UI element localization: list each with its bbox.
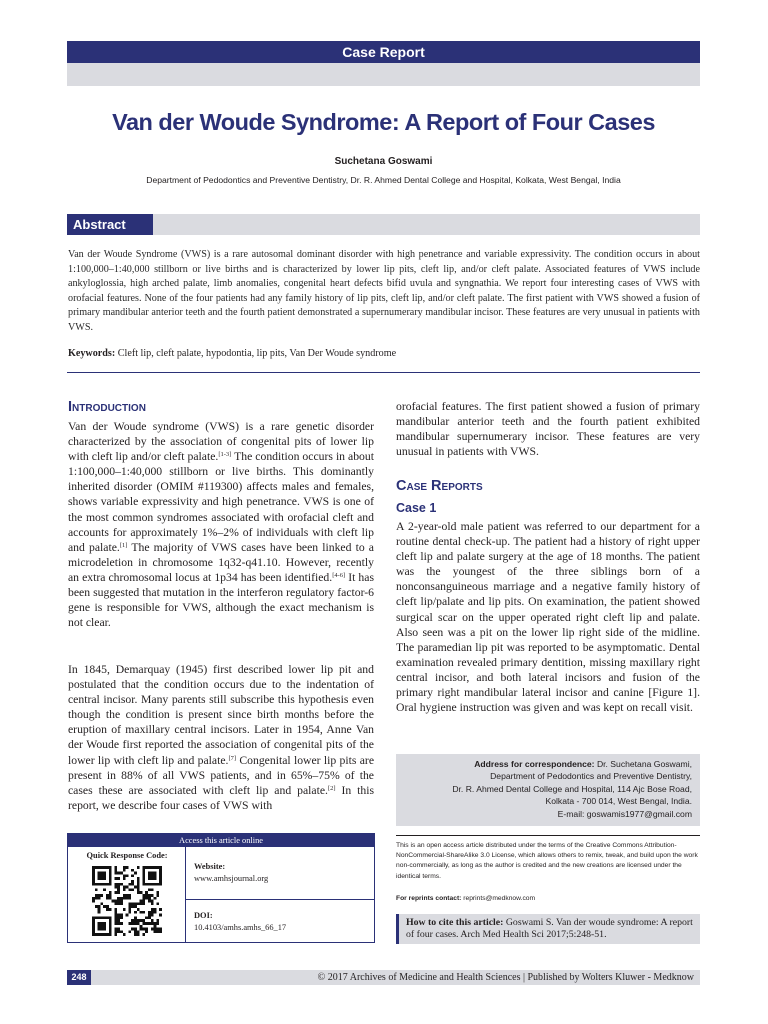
page-footer bbox=[67, 970, 700, 985]
keywords bbox=[68, 347, 700, 361]
citation-label: How to cite this article: bbox=[406, 917, 504, 928]
correspondence-box bbox=[396, 754, 700, 826]
correspondence-label: Address for correspondence: bbox=[474, 759, 595, 769]
citation-box bbox=[396, 914, 700, 944]
access-box-title: Access this article online bbox=[68, 834, 374, 847]
abstract-header bbox=[67, 214, 700, 235]
correspondence-line: Kolkata - 700 014, West Bengal, India. bbox=[545, 796, 692, 807]
case-1-heading: Case 1 bbox=[396, 501, 437, 515]
citation-ref: [4-6] bbox=[332, 571, 346, 579]
citation-ref: [1] bbox=[119, 541, 128, 549]
footer-text: © 2017 Archives of Medicine and Health Sciences | Published by Wolters Kluwer - Medknow bbox=[91, 970, 700, 985]
website-link[interactable]: www.amhsjournal.org bbox=[194, 874, 269, 883]
license-text: This is an open access article distributed under the terms of the Creative Commons Attribution-NonCommercial-ShareAlike 3.0 License, which allows others to remix, tweak, and build upon the work non-commercially, as long as the author is credited and the new creations are licensed under the identical terms. bbox=[396, 842, 698, 880]
reprints-contact bbox=[396, 895, 700, 902]
qr-label: Quick Response Code: bbox=[86, 851, 168, 860]
article-type-label: Case Report bbox=[342, 44, 425, 60]
header-gray-strip bbox=[67, 63, 700, 86]
citation-text: Goswami S. Van der woude syndrome: A report of four cases. Arch Med Health Sci 2017;5:248-51. bbox=[406, 917, 693, 941]
qr-cell bbox=[68, 847, 186, 943]
qr-code-icon[interactable] bbox=[92, 866, 162, 936]
access-article-box bbox=[67, 833, 375, 943]
abstract-text: Van der Woude Syndrome (VWS) is a rare autosomal dominant disorder with high penetrance and variable expressivity. The condition occurs in about 1:100,000–1:40,000 stillborn or live births and is characterized by lower lip pits, cleft lip, and/or cleft palate. Associated features of VWS include ankyloglossia, high arched palate, limb anomalies, congenital heart defects bifid uvula and syngnathia. We report four interesting cases of VWS with orofacial features. None of the four patients had any family history of lip pits, cleft lip, and/or cleft palate. The first patient with VWS showed a fusion of primary mandibular anterior teeth and the fourth patient demonstrated a supernumerary mandibular incisor. These features are very unusual in patients with VWS. bbox=[68, 249, 700, 333]
abstract-divider bbox=[67, 372, 700, 373]
introduction-continuation: orofacial features. The first patient showed a fusion of primary mandibular anterior teeth and the fourth patient exhibited mandibular supernumerary incisor. These features are very unusual in patients with VWS. bbox=[396, 400, 700, 459]
keywords-label: Keywords: bbox=[68, 348, 116, 359]
reprints-email[interactable]: reprints@medknow.com bbox=[463, 895, 536, 902]
correspondence-line: Dr. R. Ahmed Dental College and Hospital, 114 Ajc Bose Road, bbox=[452, 783, 692, 794]
introduction-heading: Introduction bbox=[68, 399, 146, 415]
correspondence-line: Department of Pedodontics and Preventive Dentistry, bbox=[490, 771, 692, 782]
article-type-bar bbox=[67, 41, 700, 63]
doi-link[interactable]: 10.4103/amhs.amhs_66_17 bbox=[194, 923, 287, 932]
reprints-label: For reprints contact: bbox=[396, 895, 462, 902]
article-title: Van der Woude Syndrome: A Report of Four Cases bbox=[112, 109, 655, 135]
license-divider bbox=[396, 835, 700, 836]
access-box-divider bbox=[186, 899, 374, 900]
author-affiliation: Department of Pedodontics and Preventive Dentistry, Dr. R. Ahmed Dental College and Hospital, Kolkata, West Bengal, India bbox=[146, 175, 621, 185]
case-reports-heading: Case Reports bbox=[396, 478, 483, 494]
author-name: Suchetana Goswami bbox=[334, 156, 433, 167]
introduction-paragraph-1: Van der Woude syndrome (VWS) is a rare genetic disorder characterized by the association of congenital pits of lower lip with cleft lip and/or cleft palate.[1-3] The condition occurs in about 1:100,000–1:40,000 stillborn or live births. This dominantly inherited disorder (OMIM #119300) affects males and females, shows variable expressivity and high penetrance. VWS is one of the most common syndromes associated with orofacial cleft and accounts for approximately 1%–2% of individuals with cleft lip and palate.[1] The majority of VWS cases have been linked to a microdeletion in chromosome 1q32-q41.10. However, recently an extra chromosomal locus at 1p34 has been identified.[4-6] It has been suggested that mutation in the interferon regulatory factor-6 gene is responsible for VWS, although the exact mechanism is not clear. bbox=[68, 420, 375, 630]
citation-ref: [7] bbox=[228, 754, 237, 762]
keywords-value: Cleft lip, cleft palate, hypodontia, lip pits, Van Der Woude syndrome bbox=[117, 348, 397, 359]
abstract-header-band bbox=[153, 214, 700, 235]
correspondence-email[interactable]: E-mail: goswamis1977@gmail.com bbox=[557, 808, 692, 819]
correspondence-name: Dr. Suchetana Goswami, bbox=[596, 759, 692, 769]
introduction-paragraph-2: In 1845, Demarquay (1945) first described lower lip pit and postulated that the condition occurs due to the indentation of central incisor. Many parents still subscribe this hypothesis even though the condition is present since birth months before the eruption of maxillary central incisors. Later in 1954, Anne Van der Woude first reported the association of congenital pits of the lower lip with cleft lip and palate.[7] Congenital lower lip pits are present in 88% of all VWS patients, and in 65%–75% of the cases these are associated with cleft lip and palate.[2] In this report, we describe four cases of VWS with bbox=[68, 663, 375, 812]
case-1-text: A 2-year-old male patient was referred to our department for a routine dental check-up. The patient had a history of right upper cleft lip and palate surgery at the age of 18 months. The patient was the youngest of the three siblings born of a nonconsanguineous marriage and a negative family history of cleft lip/palate and lip pits. On examination, the patient showed surgical scar on the upper operated right cleft lip and palate. Also seen was a pit on the lower lip right side of the midline. The paramedian lip pit was reported to be asymptomatic. Dental examination revealed primary dentition, missing maxillary right central incisor, and both lateral incisors and fusion of the primary right mandibular lateral incisor and canine [Figure 1]. Oral hygiene instruction was given and was kept on recall visit. bbox=[396, 520, 700, 715]
citation-ref: [2] bbox=[327, 784, 336, 792]
citation-ref: [1-3] bbox=[218, 451, 232, 459]
abstract-label: Abstract bbox=[67, 214, 153, 235]
doi-label: DOI: bbox=[194, 911, 213, 920]
website-label: Website: bbox=[194, 862, 226, 871]
page-number: 248 bbox=[67, 970, 91, 985]
